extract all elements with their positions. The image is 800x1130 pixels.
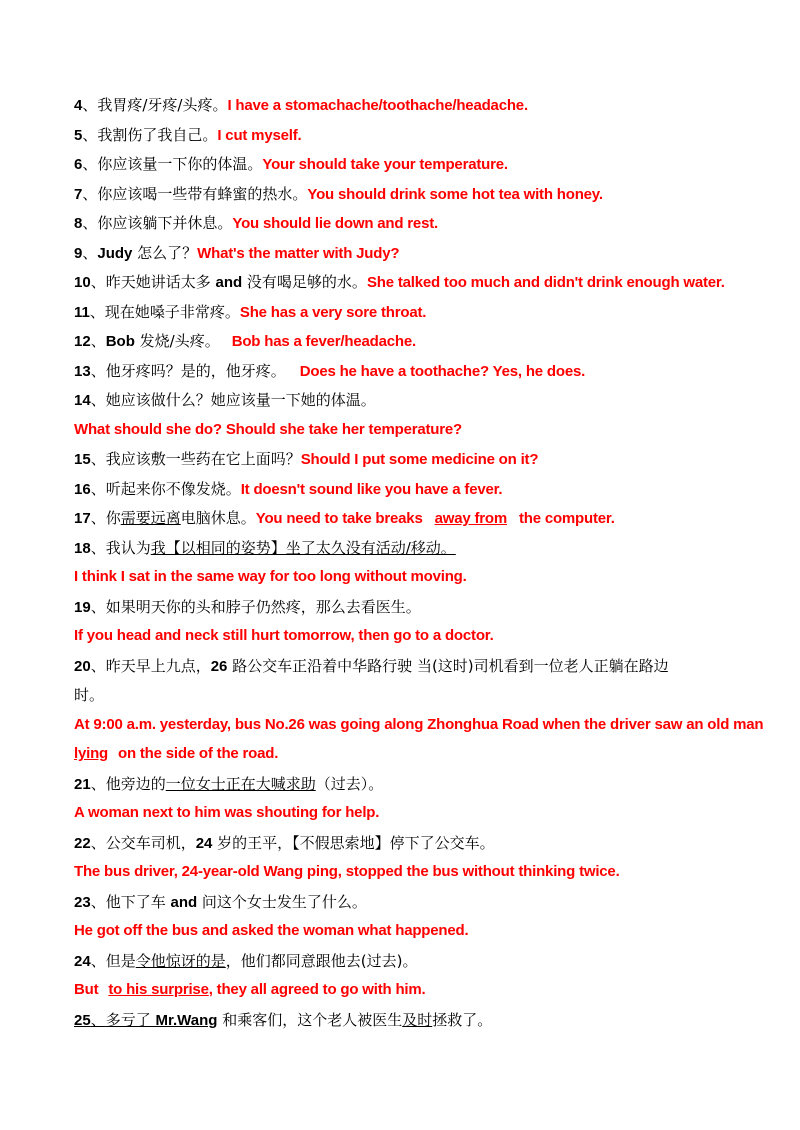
- chinese-text: 你应该量一下你的体温。: [97, 155, 263, 173]
- english-answer: At 9:00 a.m. yesterday, bus No.26 was going along Zhonghua Road when the driver saw an old man: [74, 716, 764, 733]
- chinese-text: 昨天她讲话太多: [105, 273, 216, 291]
- item-number: 5: [74, 127, 83, 144]
- list-item-answer-line: [74, 566, 467, 588]
- chinese-text: 昨天早上九点，: [105, 657, 211, 675]
- list-item: 9、Judy 怎么了？What's the matter with Judy?: [74, 244, 400, 262]
- english-answer: It doesn't sound like you have a fever.: [240, 481, 503, 498]
- list-item: 4、我胃疼/牙疼/头疼。I have a stomachache/toothache/headache.: [74, 96, 528, 114]
- chinese-text-underlined: 多亏了: [105, 1011, 156, 1029]
- english-answer: on the side of the road.: [114, 745, 279, 762]
- chinese-text: 他牙疼吗？是的，他牙疼。: [105, 362, 286, 380]
- list-item: 25、多亏了 Mr.Wang 和乘客们，这个老人被医生及时拯救了。: [74, 1011, 493, 1029]
- item-number: 21: [74, 776, 91, 793]
- chinese-text: 现在她嗓子非常疼。: [104, 303, 240, 321]
- english-answer: I have a stomachache/toothache/headache.: [227, 97, 528, 114]
- list-item: 10、昨天她讲话太多 and 没有喝足够的水。She talked too much and didn't drink enough water.: [74, 273, 725, 291]
- chinese-text-english-word: Judy: [97, 245, 133, 262]
- chinese-text: 我胃疼/牙疼/头疼。: [97, 96, 228, 114]
- english-answer: Bob has a fever/headache.: [231, 333, 416, 350]
- chinese-text-underlined: 我【以相同的姿势】坐了太久没有活动/移动。: [150, 539, 456, 557]
- chinese-text: 他旁边的: [105, 775, 166, 793]
- list-item-answer-line: [74, 743, 278, 765]
- list-item: 5、我割伤了我自己。I cut myself.: [74, 126, 302, 144]
- english-answer-underlined: lying: [74, 745, 109, 762]
- english-answer: , they all agreed to go with him.: [208, 981, 426, 998]
- english-answer: You should drink some hot tea with honey.: [307, 186, 603, 203]
- chinese-text: 时。: [74, 686, 105, 704]
- list-item: 6、你应该量一下你的体温。Your should take your temperature.: [74, 155, 508, 173]
- chinese-text: 电脑休息。: [180, 509, 256, 527]
- item-number: 16: [74, 481, 91, 498]
- list-item-answer-line: [74, 979, 426, 1001]
- chinese-text: 发烧/头疼。: [134, 332, 220, 350]
- list-item-continuation: [74, 684, 104, 706]
- chinese-text: 你应该喝一些带有蜂蜜的热水。: [97, 185, 308, 203]
- list-item: 11、现在她嗓子非常疼。She has a very sore throat.: [74, 303, 427, 321]
- list-item-answer-line: [74, 802, 379, 824]
- list-item-answer-line: [74, 861, 620, 883]
- chinese-text-english-word: and: [215, 274, 243, 291]
- list-item: 18、我认为我【以相同的姿势】坐了太久没有活动/移动。: [74, 539, 456, 557]
- list-item: 21、他旁边的一位女士正在大喊求助（过去）。: [74, 775, 384, 793]
- list-item-answer-line: [74, 714, 763, 736]
- item-number: 14: [74, 392, 91, 409]
- chinese-text-english-word: 24: [195, 835, 213, 852]
- item-number: 23: [74, 894, 91, 911]
- chinese-text: 岁的王平，【不假思索地】停下了公交车。: [212, 834, 495, 852]
- list-item: 12、Bob 发烧/头疼。 Bob has a fever/headache.: [74, 332, 416, 350]
- item-number: 11: [74, 304, 90, 321]
- chinese-text: 路公交车正沿着中华路行驶 当(这时)司机看到一位老人正躺在路边: [227, 657, 669, 675]
- list-item-answer-line: [74, 920, 468, 942]
- list-item: 24、但是令他惊讶的是，他们都同意跟他去(过去)。: [74, 952, 418, 970]
- chinese-text: 我认为: [105, 539, 151, 557]
- chinese-text: 她应该做什么？她应该量一下她的体温。: [105, 391, 376, 409]
- item-number: 18: [74, 540, 91, 557]
- english-answer: What should she do? Should she take her temperature?: [74, 421, 462, 438]
- item-number: 10: [74, 274, 91, 291]
- item-number: 19: [74, 599, 91, 616]
- english-answer: A woman next to him was shouting for help.: [74, 804, 380, 821]
- item-number: 9: [74, 245, 83, 262]
- english-answer: Does he have a toothache? Yes, he does.: [299, 363, 586, 380]
- chinese-text: 没有喝足够的水。: [242, 273, 367, 291]
- item-number: 17: [74, 510, 91, 527]
- english-answer: the computer.: [514, 510, 615, 527]
- list-item: 20、昨天早上九点，26 路公交车正沿着中华路行驶 当(这时)司机看到一位老人正躺在路边: [74, 657, 669, 675]
- chinese-text-english-word: 26: [210, 658, 228, 675]
- list-item: 8、你应该躺下并休息。You should lie down and rest.: [74, 214, 438, 232]
- item-number: 13: [74, 363, 91, 380]
- item-number: 24: [74, 953, 91, 970]
- list-item: 13、他牙疼吗？是的，他牙疼。 Does he have a toothache? Yes, he does.: [74, 362, 586, 380]
- list-item: 22、公交车司机，24 岁的王平，【不假思索地】停下了公交车。: [74, 834, 495, 852]
- chinese-text: （过去）。: [315, 775, 384, 793]
- english-answer: She talked too much and didn't drink enough water.: [366, 274, 725, 291]
- list-item: 7、你应该喝一些带有蜂蜜的热水。You should drink some hot tea with honey.: [74, 185, 603, 203]
- chinese-text: 我应该敷一些药在它上面吗？: [105, 450, 301, 468]
- chinese-text-english-word: and: [170, 894, 198, 911]
- item-number: 25: [74, 1012, 91, 1029]
- list-item-answer-line: [74, 625, 494, 647]
- list-item-answer-line: [74, 419, 462, 441]
- item-number: 20: [74, 658, 91, 675]
- list-item: 23、他下了车 and 问这个女士发生了什么。: [74, 893, 367, 911]
- chinese-text: 问这个女士发生了什么。: [197, 893, 367, 911]
- chinese-text-underlined: 及时: [402, 1011, 433, 1029]
- english-answer-underlined: to his surprise: [108, 981, 209, 998]
- chinese-text: 怎么了？: [132, 244, 198, 262]
- list-item: 17、你需要远离电脑休息。You need to take breaks away from the computer.: [74, 509, 615, 527]
- item-number: 8: [74, 215, 83, 232]
- english-answer: Your should take your temperature.: [262, 156, 508, 173]
- chinese-text-underlined: 令他惊讶的是: [135, 952, 226, 970]
- chinese-text: 如果明天你的头和脖子仍然疼，那么去看医生。: [105, 598, 421, 616]
- chinese-text: 你: [105, 509, 121, 527]
- list-item: 16、听起来你不像发烧。It doesn't sound like you have a fever.: [74, 480, 503, 498]
- item-number: 15: [74, 451, 91, 468]
- chinese-text: 拯救了。: [432, 1011, 493, 1029]
- item-number: 6: [74, 156, 83, 173]
- item-number: 12: [74, 333, 91, 350]
- chinese-text: 公交车司机，: [105, 834, 196, 852]
- english-answer: I think I sat in the same way for too long without moving.: [74, 568, 467, 585]
- english-answer: What's the matter with Judy?: [197, 245, 400, 262]
- chinese-text: 但是: [105, 952, 136, 970]
- english-answer: You need to take breaks: [255, 510, 427, 527]
- english-answer: If you head and neck still hurt tomorrow, then go to a doctor.: [74, 627, 494, 644]
- chinese-text: 和乘客们，这个老人被医生: [217, 1011, 403, 1029]
- chinese-text: 听起来你不像发烧。: [105, 480, 241, 498]
- english-answer: You should lie down and rest.: [232, 215, 438, 232]
- chinese-text-english-word: Mr.Wang: [155, 1012, 218, 1029]
- list-item: 19、如果明天你的头和脖子仍然疼，那么去看医生。: [74, 598, 421, 616]
- chinese-text: 他下了车: [105, 893, 171, 911]
- english-answer: Should I put some medicine on it?: [300, 451, 539, 468]
- chinese-text-underlined: 需要远离: [120, 509, 181, 527]
- english-answer: The bus driver, 24-year-old Wang ping, stopped the bus without thinking twice.: [74, 863, 620, 880]
- chinese-text: ，他们都同意跟他去(过去)。: [225, 952, 418, 970]
- item-number: 4: [74, 97, 83, 114]
- list-item: 15、我应该敷一些药在它上面吗？Should I put some medicine on it?: [74, 450, 539, 468]
- item-number: 22: [74, 835, 91, 852]
- english-answer: I cut myself.: [217, 127, 302, 144]
- chinese-text: 我割伤了我自己。: [97, 126, 218, 144]
- list-item: 14、她应该做什么？她应该量一下她的体温。: [74, 391, 376, 409]
- english-answer-underlined: away from: [434, 510, 507, 527]
- english-answer: He got off the bus and asked the woman what happened.: [74, 922, 469, 939]
- chinese-text-underlined: 一位女士正在大喊求助: [165, 775, 316, 793]
- chinese-text: 你应该躺下并休息。: [97, 214, 233, 232]
- english-answer: But: [74, 981, 103, 998]
- english-answer: She has a very sore throat.: [239, 304, 427, 321]
- item-number: 7: [74, 186, 83, 203]
- chinese-text-english-word: Bob: [105, 333, 135, 350]
